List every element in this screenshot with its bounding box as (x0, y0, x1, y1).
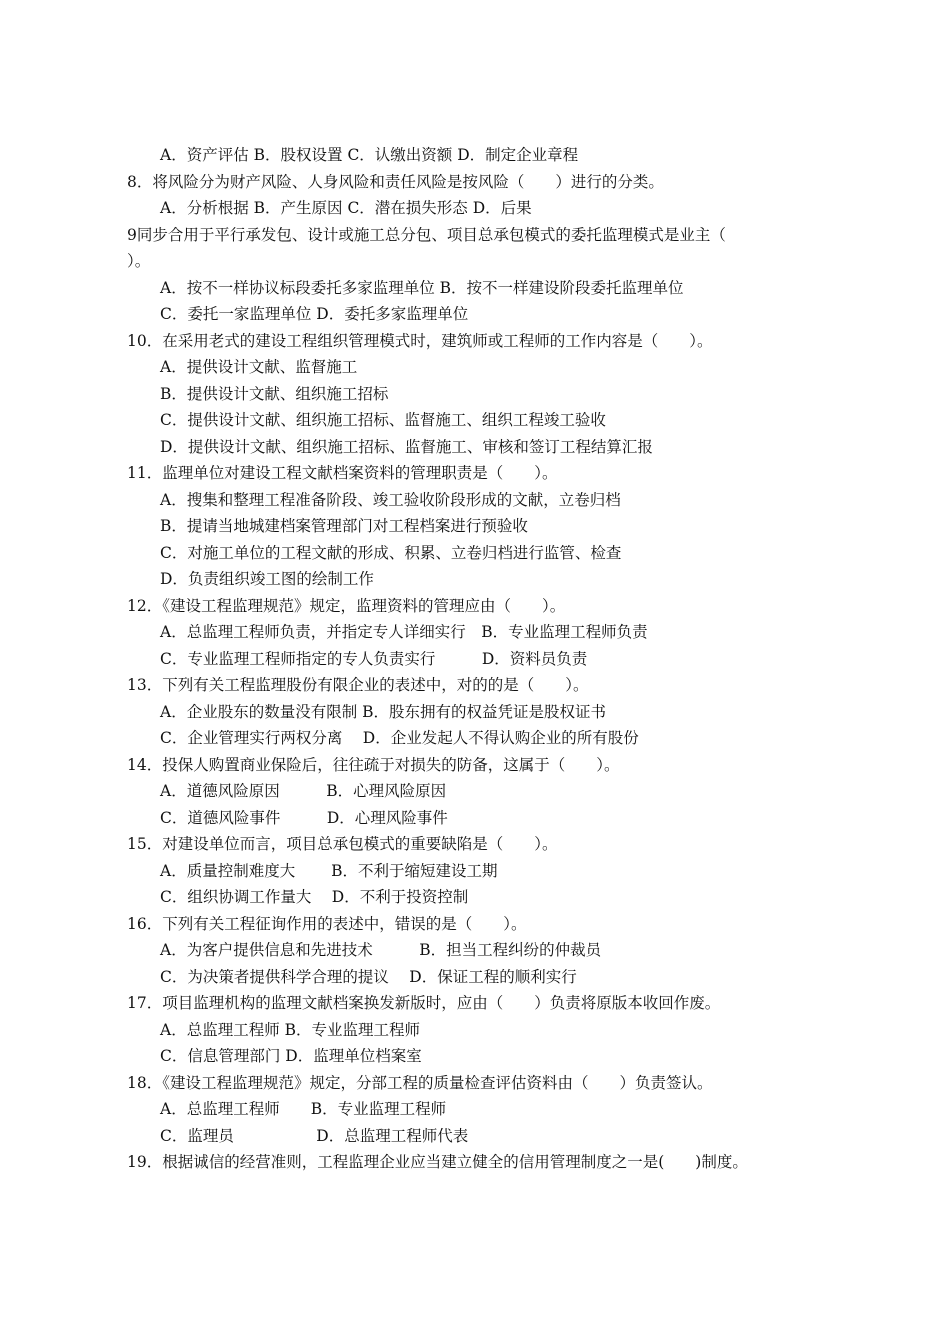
question-text: 11．监理单位对建设工程文献档案资料的管理职责是（ ）。 (127, 464, 558, 482)
question-continuation: ）。 (127, 252, 151, 270)
answer-options: C．组织协调工作量大 D．不利于投资控制 (160, 888, 469, 906)
answer-options: A．企业股东的数量没有限制 B．股东拥有的权益凭证是股权证书 (160, 702, 607, 721)
answer-options: C．专业监理工程师指定的专人负责实行 D．资料员负责 (160, 649, 588, 668)
question-text: 16．下列有关工程征询作用的表述中，错误的是（ ）。 (127, 914, 527, 933)
question-text: 15．对建设单位而言，项目总承包模式的重要缺陷是（ ）。 (127, 835, 558, 853)
answer-options: C．提供设计文献、组织施工招标、监督施工、组织工程竣工验收 (160, 411, 606, 429)
answer-options: C．企业管理实行两权分离 D．企业发起人不得认购企业的所有股份 (160, 729, 639, 747)
answer-options: A．分析根据 B．产生原因 C．潜在损失形态 D．后果 (160, 199, 532, 217)
question-text: 18．《建设工程监理规范》规定，分部工程的质量检查评估资料由（ ）负责签认。 (127, 1073, 713, 1092)
answer-options: A．总监理工程师 B．专业监理工程师 (160, 1100, 447, 1118)
answer-options: C．道德风险事件 D．心理风险事件 (160, 808, 448, 827)
answer-options: A．总监理工程师 B．专业监理工程师 (160, 1020, 421, 1039)
answer-options: A．资产评估 B．股权设置 C．认缴出资额 D．制定企业章程 (160, 146, 579, 164)
question-text: 13．下列有关工程监理股份有限企业的表述中，对的的是（ ）。 (127, 676, 589, 694)
answer-options: A．搜集和整理工程准备阶段、竣工验收阶段形成的文献，立卷归档 (160, 490, 621, 509)
answer-options: D．负责组织竣工图的绘制工作 (160, 570, 374, 588)
answer-options: C．为决策者提供科学合理的提议 D．保证工程的顺利实行 (160, 967, 577, 986)
answer-options: B．提供设计文献、组织施工招标 (160, 384, 389, 403)
answer-options: C．委托一家监理单位 D．委托多家监理单位 (160, 305, 469, 323)
answer-options: A．质量控制难度大 B．不利于缩短建设工期 (160, 861, 498, 880)
question-text: 10．在采用老式的建设工程组织管理模式时，建筑师或工程师的工作内容是（ ）。 (127, 331, 713, 350)
answer-options: C．信息管理部门 D．监理单位档案室 (160, 1047, 422, 1065)
answer-options: A．提供设计文献、监督施工 (160, 358, 358, 376)
answer-options: A．总监理工程师负责，并指定专人详细实行 B．专业监理工程师负责 (160, 623, 648, 641)
question-text: 17．项目监理机构的监理文献档案换发新版时，应由（ ）负责将原版本收回作废。 (127, 994, 721, 1012)
question-list (127, 142, 847, 1176)
question-text: 8．将风险分为财产风险、人身风险和责任风险是按风险（ ）进行的分类。 (127, 172, 664, 191)
question-text: 9同步合用于平行承发包、设计或施工总分包、项目总承包模式的委托监理模式是业主（ (127, 225, 726, 244)
answer-options: A．为客户提供信息和先进技术 B．担当工程纠纷的仲裁员 (160, 941, 602, 959)
answer-options: D．提供设计文献、组织施工招标、监督施工、审核和签订工程结算汇报 (160, 437, 653, 456)
answer-options: C．监理员 D．总监理工程师代表 (160, 1126, 469, 1145)
question-text: 14．投保人购置商业保险后，往往疏于对损失的防备，这属于（ ）。 (127, 755, 620, 774)
question-text: 19．根据诚信的经营准则，工程监理企业应当建立健全的信用管理制度之一是( )制度。 (127, 1153, 748, 1171)
answer-options: A．道德风险原因 B．心理风险原因 (160, 782, 447, 800)
question-text: 12．《建设工程监理规范》规定，监理资料的管理应由（ ）。 (127, 596, 566, 615)
answer-options: B．提请当地城建档案管理部门对工程档案进行预验收 (160, 517, 528, 535)
answer-options: A．按不一样协议标段委托多家监理单位 B．按不一样建设阶段委托监理单位 (160, 278, 684, 297)
answer-options: C．对施工单位的工程文献的形成、积累、立卷归档进行监管、检查 (160, 543, 622, 562)
